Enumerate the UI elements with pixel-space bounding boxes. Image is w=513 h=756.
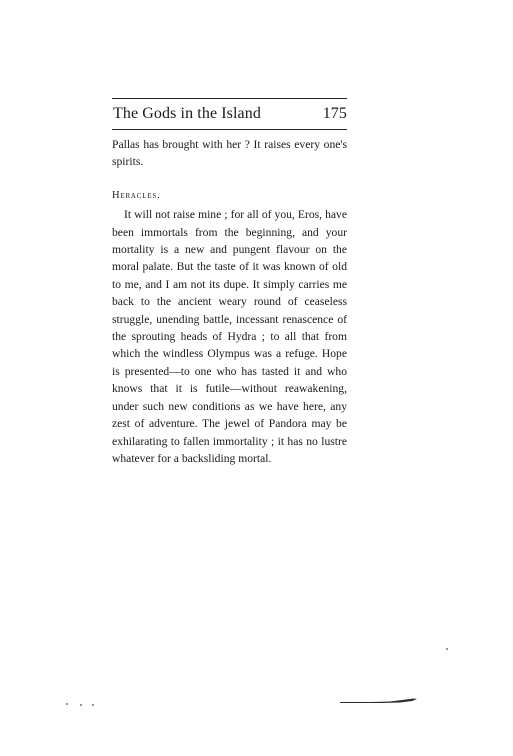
running-header	[113, 105, 347, 127]
header-top-rule	[112, 98, 347, 99]
scan-speck	[66, 703, 68, 705]
scan-speck	[92, 704, 94, 706]
paragraph-speech: It will not raise mine ; for all of you, Eros, have been immortals from the beginning, and your mortality is a new and pungent flavour on the moral palate. But the taste of it was known of old to me, and I am not its dupe. It simply carries me back to the ancient weary round of ceaseless struggle, unending battle, incessant renascence of the sprouting heads of Hydra ; to all that from which the windless Olympus was a refuge. Hope is presented—to one who has tasted it and who knows that it is futile—without reawakening, under such new conditions as we have here, any zest of adventure. The jewel of Pandora may be exhilarating to fallen immortality ; it has no lustre whatever for a backsliding mortal.	[112, 208, 347, 465]
scan-speck	[80, 704, 82, 706]
scan-speck	[446, 648, 448, 650]
page-number: 175	[322, 105, 347, 122]
header-bottom-rule	[112, 129, 347, 130]
speaker-heading: Heracles.	[112, 189, 161, 201]
body-text	[112, 136, 347, 467]
paragraph-continued: Pallas has brought with her ? It raises every one's spirits.	[112, 138, 347, 169]
running-title: The Gods in the Island	[113, 105, 261, 122]
ink-stroke	[340, 697, 418, 705]
